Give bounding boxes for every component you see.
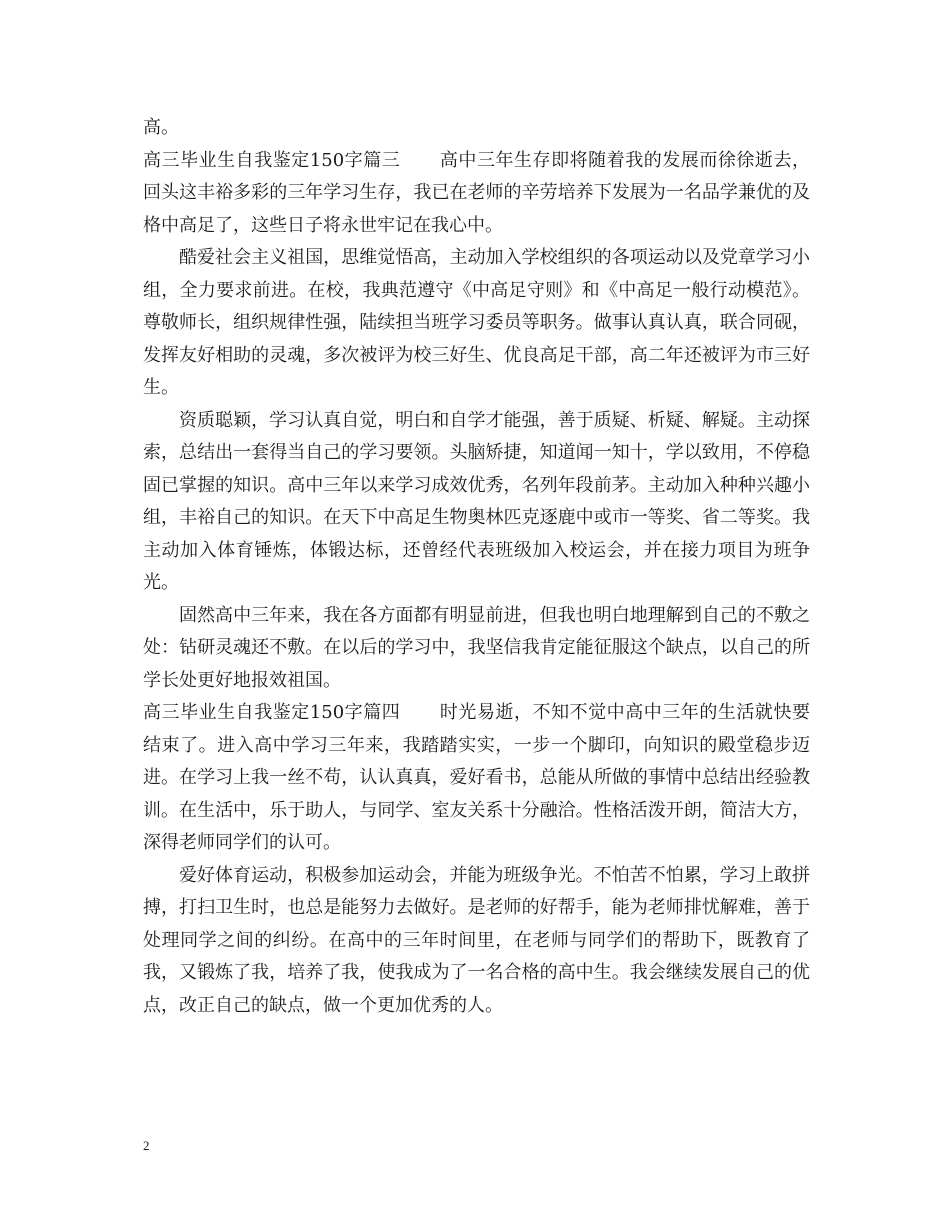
paragraph <box>143 242 810 405</box>
paragraph-continuation <box>143 112 810 145</box>
paragraph-text: 资质聪颖，学习认真自觉，明白和自学才能强，善于质疑、析疑、解疑。主动探索，总结出一套得当自己的学习要领。头脑矫捷，知道闻一知十，学以致用，不停稳固已掌握的知识。高中三年以来学习成效优秀，名列年段前茅。主动加入种种兴趣小组，丰裕自己的知识。在天下中高足生物奥林匹克逐鹿中或市一等奖、省二等奖。我主动加入体育锤炼，体锻达标，还曾经代表班级加入校运会，并在接力项目为班争光。 <box>143 409 810 593</box>
section-heading-three: 高三毕业生自我鉴定150字篇三 <box>143 149 401 171</box>
page-number: 2 <box>143 1138 150 1153</box>
document-body <box>143 112 810 1022</box>
paragraph-text: 时光易逝，不知不觉中高中三年的生活就快要结束了。进入高中学习三年来，我踏踏实实，一步一个脚印，向知识的殿堂稳步迈进。在学习上我一丝不苟，认认真真，爱好看书，总能从所做的事情中总结出经验教训。在生活中，乐于助人，与同学、室友关系十分融洽。性格活泼开朗，简洁大方，深得老师同学们的认可。 <box>143 702 810 853</box>
paragraph <box>143 405 810 600</box>
section-four-paragraph <box>143 697 810 860</box>
paragraph <box>143 860 810 1023</box>
paragraph-text: 爱好体育运动，积极参加运动会，并能为班级争光。不怕苦不怕累，学习上敢拼搏，打扫卫生时，也总是能努力去做好。是老师的好帮手，能为老师排忧解难，善于处理同学之间的纠纷。在高中的三年时间里，在老师与同学们的帮助下，既教育了我，又锻炼了我，培养了我，使我成为了一名合格的高中生。我会继续发展自己的优点，改正自己的缺点，做一个更加优秀的人。 <box>143 864 810 1016</box>
section-three-paragraph <box>143 145 810 243</box>
paragraph-text: 高。 <box>143 117 179 138</box>
paragraph-text: 酷爱社会主义祖国，思维觉悟高，主动加入学校组织的各项运动以及党章学习小组，全力要求前进。在校，我典范遵守《中高足守则》和《中高足一般行动模范》。尊敬师长，组织规律性强，陆续担当班学习委员等职务。做事认真认真，联合同砚，发挥友好相助的灵魂，多次被评为校三好生、优良高足干部，高二年还被评为市三好生。 <box>143 247 810 398</box>
section-heading-four: 高三毕业生自我鉴定150字篇四 <box>143 702 401 723</box>
paragraph-text: 高中三年生存即将随着我的发展而徐徐逝去，回头这丰裕多彩的三年学习生存，我已在老师的辛劳培养下发展为一名品学兼优的及格中高足了，这些日子将永世牢记在我心中。 <box>143 149 810 236</box>
paragraph <box>143 600 810 698</box>
paragraph-text: 固然高中三年来，我在各方面都有明显前进，但我也明白地理解到自己的不敷之处：钻研灵魂还不敷。在以后的学习中，我坚信我肯定能征服这个缺点，以自己的所学长处更好地报效祖国。 <box>143 604 810 691</box>
